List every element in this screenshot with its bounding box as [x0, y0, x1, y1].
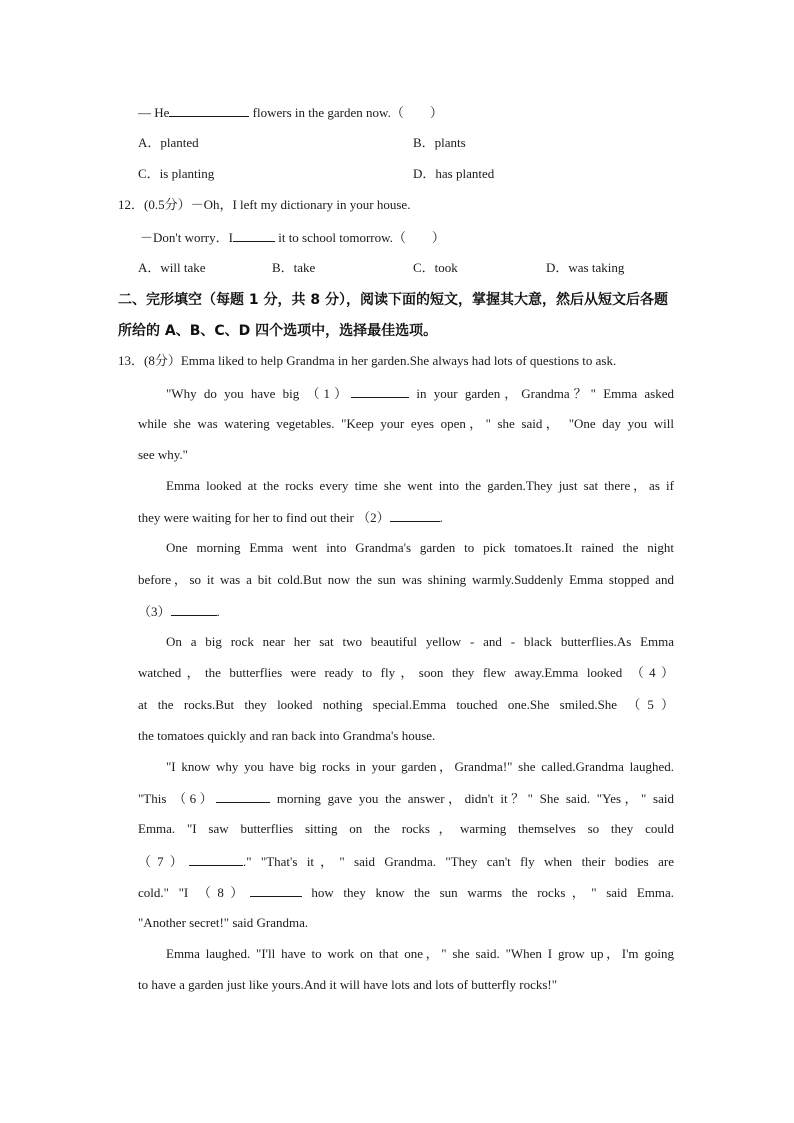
q11-option-d[interactable]: D．has planted [413, 166, 495, 181]
q11-option-a[interactable]: A．planted [138, 135, 199, 150]
q12-option-b[interactable]: B．take [272, 260, 316, 275]
p5-line4 [138, 852, 674, 871]
p5-line3: Emma. "I saw butterflies sitting on the rocks，warming themselves so they could [138, 821, 674, 836]
q12-blank[interactable] [233, 228, 275, 242]
p5-line5 [138, 883, 674, 902]
q12-option-d[interactable]: D．was taking [546, 260, 625, 275]
q12-option-c[interactable]: C．took [413, 260, 458, 275]
blank-3[interactable] [171, 602, 217, 616]
p5-line5-start: cold." "I （8） [138, 885, 250, 900]
q12-line2-start: －Don't worry．I [140, 230, 233, 245]
p5-line2 [138, 789, 674, 808]
p1-line1 [138, 384, 674, 403]
blank-2[interactable] [390, 508, 440, 522]
blank-7[interactable] [189, 852, 243, 866]
p5-line4-end: ." "That's it，" said Grandma. "They can't fly when their bodies are [242, 854, 674, 869]
section2-heading-line2: 所给的 A、B、C、D 四个选项中，选择最佳选项。 [118, 323, 438, 339]
p3-line1: One morning Emma went into Grandma's garden to pick tomatoes.It rained the night [166, 540, 674, 555]
p2-line2 [138, 508, 443, 527]
p5-line5-end: how they know the sun warms the rocks，" said Emma. [301, 885, 675, 900]
p1-line1-start: "Why do you have big （1） [166, 386, 352, 401]
section2-heading-line1: 二、完形填空（每题 1 分，共 8 分），阅读下面的短文，掌握其大意，然后从短文后各题 [118, 292, 668, 308]
p2-line2-end: . [439, 510, 443, 525]
p4-line2: watched，the butterflies were ready to fly，soon they flew away.Emma looked （4） [138, 665, 674, 680]
p2-line1: Emma looked at the rocks every time she went into the garden.They just sat there，as if [166, 478, 674, 493]
p1-line2: while she was watering vegetables. "Keep your eyes open，" she said， "One day you will [138, 416, 674, 431]
q12-line1: 12．(0.5分）－Oh，I left my dictionary in your house. [118, 197, 411, 212]
p5-line2-end: morning gave you the answer，didn't it？" She said. "Yes，" said [270, 791, 674, 806]
p4-line1: On a big rock near her sat two beautiful yellow - and - black butterflies.As Emma [166, 634, 674, 649]
p6-line1: Emma laughed. "I'll have to work on that one，" she said. "When I grow up，I'm going [166, 946, 674, 961]
p3-line3-end: . [216, 604, 220, 619]
q11-option-b[interactable]: B．plants [413, 135, 466, 150]
blank-1[interactable] [351, 384, 409, 398]
q11-stem-start: — He [138, 105, 170, 120]
q11-blank[interactable] [169, 103, 249, 117]
q11-stem-end: flowers in the garden now.（ ） [249, 105, 443, 120]
p4-line3: at the rocks.But they looked nothing special.Emma touched one.She smiled.She （5） [138, 697, 674, 712]
blank-6[interactable] [216, 789, 270, 803]
p1-line1-end: in your garden，Grandma？" Emma asked [409, 386, 674, 401]
p1-line3: see why." [138, 447, 188, 462]
p2-line2-start: they were waiting for her to find out their （2） [138, 510, 390, 525]
p5-line2-start: "This （6） [138, 791, 217, 806]
q11-stem [138, 103, 443, 122]
blank-8[interactable] [250, 883, 302, 897]
p5-line1: "I know why you have big rocks in your garden，Grandma!" she called.Grandma laughed. [166, 759, 674, 774]
p3-line3-start: （3） [138, 604, 171, 619]
p3-line3 [138, 602, 220, 621]
p5-line6: "Another secret!" said Grandma. [138, 915, 309, 930]
q12-option-a[interactable]: A．will take [138, 260, 206, 275]
p4-line4: the tomatoes quickly and ran back into Grandma's house. [138, 728, 436, 743]
q11-option-c[interactable]: C．is planting [138, 166, 215, 181]
q12-line2-end: it to school tomorrow.（ ） [274, 230, 445, 245]
p5-line4-start: （7） [138, 854, 189, 869]
q12-line2 [140, 228, 445, 247]
p3-line2: before，so it was a bit cold.But now the sun was shining warmly.Suddenly Emma stopped and [138, 572, 674, 587]
q13-intro: 13．(8分）Emma liked to help Grandma in her garden.She always had lots of questions to ask. [118, 353, 617, 368]
p6-line2: to have a garden just like yours.And it will have lots and lots of butterfly rocks!" [138, 977, 558, 992]
